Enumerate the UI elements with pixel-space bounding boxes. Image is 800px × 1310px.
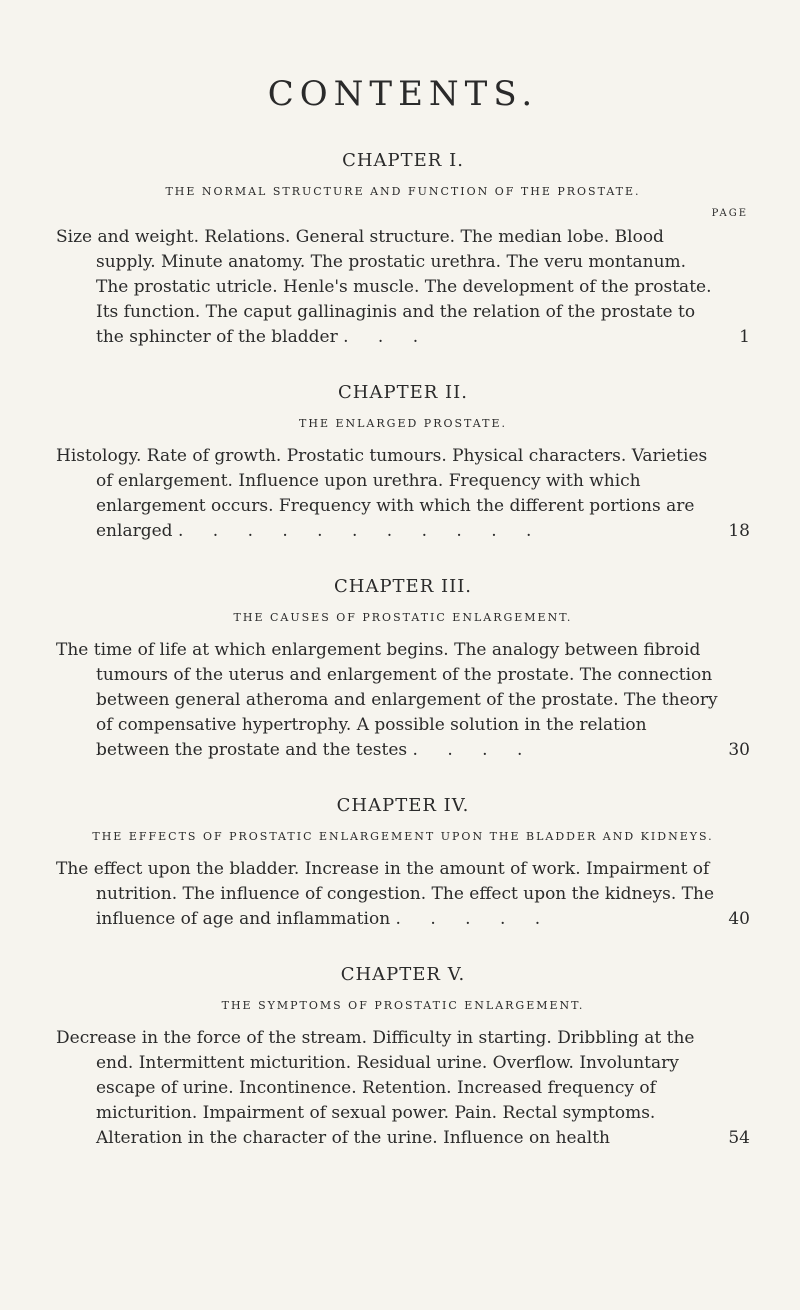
chapter-heading: CHAPTER IV. (336, 795, 470, 816)
contents-page (56, 74, 750, 1183)
chapter-subtitle: THE NORMAL STRUCTURE AND FUNCTION OF THE PROSTATE. (165, 185, 641, 198)
page-title: CONTENTS. (267, 74, 539, 114)
chapter-heading: CHAPTER II. (338, 382, 468, 403)
chapter-summary (56, 225, 750, 350)
page-number: 40 (728, 909, 750, 929)
chapter-heading: CHAPTER III. (333, 576, 473, 597)
page-number: 30 (728, 740, 750, 760)
chapter-summary (56, 638, 750, 763)
chapter-2 (56, 382, 750, 544)
chapter-1 (56, 150, 750, 350)
chapter-subtitle: THE CAUSES OF PROSTATIC ENLARGEMENT. (233, 611, 573, 624)
chapter-subtitle: THE EFFECTS OF PROSTATIC ENLARGEMENT UPON THE BLADDER AND KIDNEYS. (92, 830, 714, 843)
chapter-summary-text: Decrease in the force of the stream. Difficulty in starting. Dribbling at the end. Intermittent micturition. Residual urine. Overflow. Involuntary escape of urine. Incontinence. Retention. Increased frequency of micturition. Impairment of sexual power. Pain. Rectal symptoms. Alteration in the character of the urine. Influence on health (56, 1028, 695, 1148)
page-number: 18 (728, 521, 750, 541)
chapter-3 (56, 576, 750, 763)
chapter-subtitle: THE SYMPTOMS OF PROSTATIC ENLARGEMENT. (221, 999, 585, 1012)
chapter-summary-text: The time of life at which enlargement begins. The analogy between fibroid tumours of the uterus and enlargement of the prostate. The connection between general atheroma and enlargement of the prostate. The theory of compensative hypertrophy. A possible solution in the relation between the prostate and the testes . . . . (56, 640, 718, 760)
page-number: 1 (739, 327, 750, 347)
chapter-summary-text: The effect upon the bladder. Increase in the amount of work. Impairment of nutrition. The influence of congestion. The effect upon the kidneys. The influence of age and inflammation . . . . . (56, 859, 715, 929)
chapter-subtitle: THE ENLARGED PROSTATE. (299, 417, 507, 430)
chapter-heading: CHAPTER I. (342, 150, 464, 171)
chapter-summary-text: Size and weight. Relations. General structure. The median lobe. Blood supply. Minute anatomy. The prostatic urethra. The veru montanum. The prostatic utricle. Henle's muscle. The development of the prostate. Its function. The caput gallinaginis and the relation of the prostate to the sphincter of the bladder . . . (56, 227, 712, 347)
chapter-summary-text: Histology. Rate of growth. Prostatic tumours. Physical characters. Varieties of enlargement. Influence upon urethra. Frequency with which enlargement occurs. Frequency with which the different portions are enlarged . . . . . . . . . . . (56, 446, 708, 541)
chapter-summary (56, 857, 750, 932)
chapter-summary (56, 444, 750, 544)
chapter-summary (56, 1026, 750, 1151)
chapter-heading: CHAPTER V. (340, 964, 466, 985)
page-column-label: PAGE (711, 208, 748, 219)
page-number: 54 (728, 1128, 750, 1148)
chapter-4 (56, 795, 750, 932)
chapter-5 (56, 964, 750, 1151)
